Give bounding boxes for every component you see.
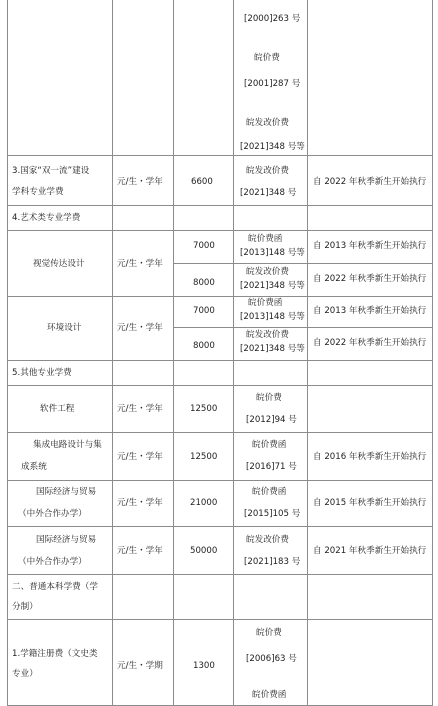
fee-amount: 6600: [191, 177, 213, 187]
basis-text: [2021]348 号: [240, 188, 297, 198]
row-divider: [7, 385, 433, 386]
row-divider: [7, 296, 433, 297]
basis-text: [2015]105 号: [244, 509, 301, 519]
basis-text: 皖价费: [254, 53, 280, 63]
section-header: 5.其他专业学费: [12, 368, 72, 378]
basis-text: 皖价费: [256, 628, 282, 638]
item-name: 集成电路设计与集: [33, 440, 102, 450]
column-divider: [112, 0, 113, 706]
row-divider: [7, 574, 433, 575]
fee-unit: 元/生・学年: [117, 498, 163, 508]
effective-note: 自 2015 年秋季新生开始执行: [313, 498, 427, 508]
item-name: 国际经济与贸易: [36, 535, 97, 545]
fee-unit: 元/生・学年: [117, 259, 163, 269]
fee-unit: 元/生・学期: [117, 661, 163, 671]
table-border-right: [432, 0, 433, 706]
row-divider: [7, 526, 433, 527]
fee-amount: 21000: [190, 498, 218, 508]
basis-text: 皖价费函: [252, 440, 287, 450]
item-name: （中外合作办学）: [18, 509, 87, 519]
row-divider: [7, 230, 433, 231]
basis-text: [2013]148 号等: [240, 248, 305, 258]
fee-unit: 元/生・学年: [117, 546, 163, 556]
item-name: 3.国家“双一流”建设: [12, 166, 90, 176]
row-divider: [7, 480, 433, 481]
section-header: 二、普通本科学费（学: [12, 582, 98, 592]
effective-note: 自 2022 年秋季新生开始执行: [313, 274, 427, 284]
sub-row-divider: [173, 327, 433, 328]
item-name: 专业）: [12, 669, 38, 679]
item-name: 1.学籍注册费（文史类: [12, 649, 98, 659]
basis-text: [2006]63 号: [246, 654, 297, 664]
basis-text: [2012]94 号: [246, 415, 297, 425]
column-divider: [233, 0, 234, 706]
item-name: 成系统: [21, 462, 47, 472]
basis-text: 皖发改价费: [246, 267, 289, 277]
effective-note: 自 2016 年秋季新生开始执行: [313, 452, 427, 462]
fee-amount: 8000: [193, 341, 215, 351]
fee-unit: 元/生・学年: [117, 404, 163, 414]
row-divider: [7, 432, 433, 433]
basis-text: [2001]287 号: [244, 79, 301, 89]
fee-unit: 元/生・学年: [117, 323, 163, 333]
basis-text: [2021]348 号等: [240, 281, 305, 291]
item-name: 国际经济与贸易: [36, 487, 97, 497]
column-divider: [307, 0, 308, 706]
fee-amount: 7000: [193, 241, 215, 251]
basis-text: 皖发改价费: [246, 118, 289, 128]
item-name: 软件工程: [40, 404, 75, 414]
effective-note: 自 2021 年秋季新生开始执行: [313, 546, 427, 556]
effective-note: 自 2022 年秋季新生开始执行: [313, 338, 427, 348]
fee-unit: 元/生・学年: [117, 452, 163, 462]
fee-amount: 50000: [190, 546, 218, 556]
fee-amount: 7000: [193, 306, 215, 316]
sub-row-divider: [173, 263, 433, 264]
row-divider: [7, 155, 433, 156]
fee-amount: 1300: [193, 661, 215, 671]
fee-amount: 12500: [190, 404, 218, 414]
basis-text: [2013]148 号等: [240, 312, 305, 322]
basis-text: 皖发改价费: [246, 535, 289, 545]
effective-note: 自 2013 年秋季新生开始执行: [313, 241, 427, 251]
basis-text: 皖价费函: [248, 234, 283, 244]
column-divider: [173, 0, 174, 706]
section-header: 4.艺术类专业学费: [12, 213, 81, 223]
basis-text: 皖价费函: [252, 487, 287, 497]
fee-unit: 元/生・学年: [117, 177, 163, 187]
basis-text: 皖价费函: [252, 690, 287, 700]
row-divider: [7, 205, 433, 206]
effective-note: 自 2013 年秋季新生开始执行: [313, 306, 427, 316]
effective-note: 自 2022 年秋季新生开始执行: [313, 177, 427, 187]
item-name: （中外合作办学）: [18, 557, 87, 567]
section-header: 分制）: [12, 602, 38, 612]
basis-text: 皖发改价费: [246, 166, 289, 176]
basis-text: 皖发改价费: [246, 330, 289, 340]
row-divider: [7, 360, 433, 361]
basis-text: [2021]348 号等: [240, 344, 305, 354]
fee-amount: 12500: [190, 452, 218, 462]
item-name: 视觉传达设计: [33, 259, 85, 269]
item-name: 学科专业学费: [12, 187, 64, 197]
basis-text: [2021]183 号: [244, 557, 301, 567]
basis-text: [2016]71 号: [246, 462, 297, 472]
basis-text: [2000]263 号: [244, 14, 301, 24]
table-border-left: [7, 0, 8, 706]
fee-amount: 8000: [193, 278, 215, 288]
basis-text: 皖价费: [256, 393, 282, 403]
basis-text: [2021]348 号等: [240, 142, 305, 152]
item-name: 环境设计: [47, 323, 82, 333]
row-divider: [7, 619, 433, 620]
basis-text: 皖价费函: [248, 298, 283, 308]
